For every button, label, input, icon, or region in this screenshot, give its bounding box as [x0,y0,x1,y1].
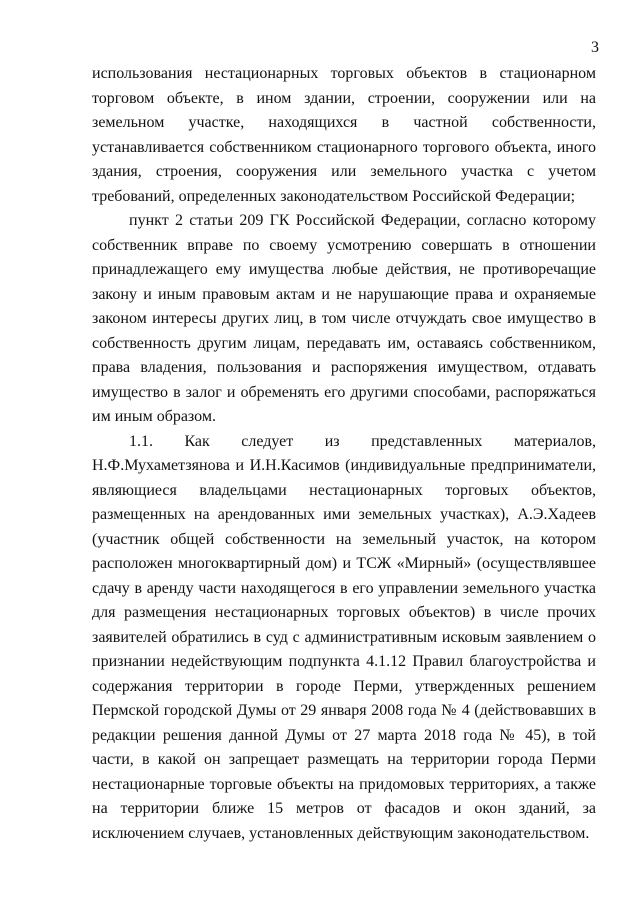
page-number: 3 [591,39,599,56]
paragraph-civil-code-article-209: пункт 2 статьи 209 ГК Российской Федерации, согласно которому собственник вправе по своему усмотрению совершать в отношении принадлежащего ему имущества любые действия, не противоречащие закону и иным правовым актам и не нарушающие права и охраняемые законом интересы других лиц, в том числе отчуждать свое имущество в собственность другим лицам, передавать им, оставаясь собственником, права владения, пользования и распоряжения имуществом, отдавать имущество в залог и обременять его другими способами, распоряжаться им иным образом. [92,212,596,425]
document-body [92,62,596,846]
paragraph-continuation: использования нестационарных торговых объектов в стационарном торговом объекте, в ином здании, строении, сооружении или на земельном участке, находящихся в частной собственности, устанавливается собственником стационарного торгового объекта, иного здания, строения, сооружения или земельного участка с учетом требований, определенных законодательством Российской Федерации; [92,65,596,205]
paragraph-section-1-1: 1.1. Как следует из представленных материалов, Н.Ф.Мухаметзянова и И.Н.Касимов (индивидуальные предприниматели, являющиеся владельцами нестационарных торговых объектов, размещенных на арендованных ими земельных участках), А.Э.Хадеев (участник общей собственности на земельный участок, на котором расположен многоквартирный дом) и ТСЖ «Мирный» (осуществлявшее сдачу в аренду части находящегося в его управлении земельного участка для размещения нестационарных торговых объектов) в числе прочих заявителей обратились в суд с административным исковым заявлением о признании недействующим подпункта 4.1.12 Правил благоустройства и содержания территории в городе Перми, утвержденных решением Пермской городской Думы от 29 января 2008 года № 4 (действовавших в редакции решения данной Думы от 27 марта 2018 года № 45), в той части, в какой он запрещает размещать на территории города Перми нестационарные торговые объекты на придомовых территориях, а также на территории ближе 15 метров от фасадов и окон зданий, за исключением случаев, установленных действующим законодательством. [92,432,596,842]
